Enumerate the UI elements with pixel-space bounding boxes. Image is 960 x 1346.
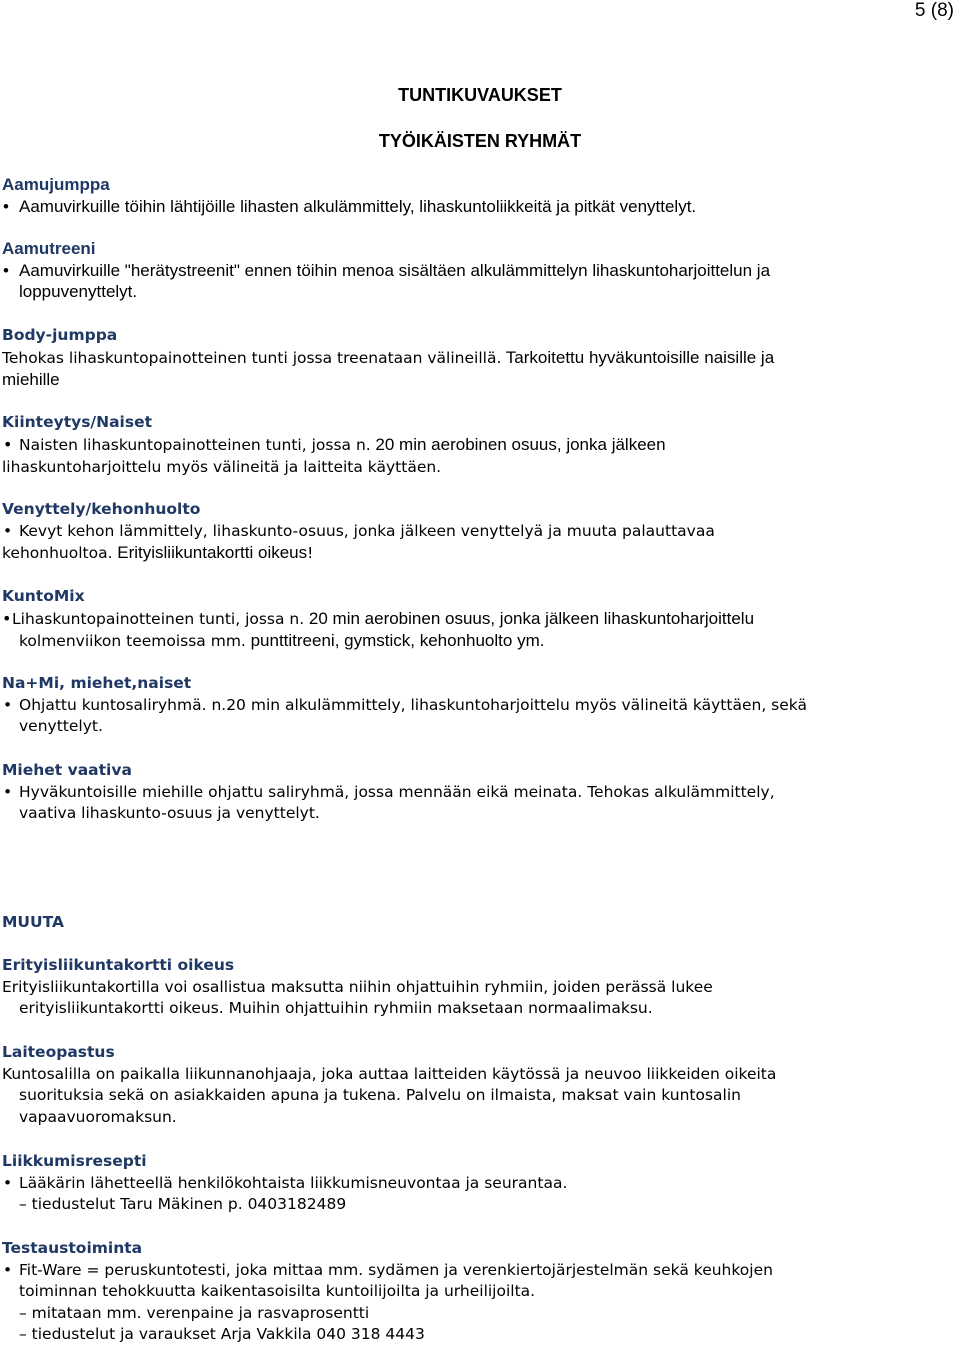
- section-liikkumisresepti: [2, 1151, 957, 1216]
- list-subitem: – tiedustelut ja varaukset Arja Vakkila 040 318 4443: [19, 1325, 425, 1343]
- list-item: • Naisten lihaskuntopainotteinen tunti, jossa n. 20 min aerobinen osuus, jonka jälkeen: [2, 434, 957, 457]
- section-laiteopastus: [2, 1042, 957, 1128]
- list-item-continued: loppuvenyttelyt.: [19, 282, 138, 301]
- section-heading: Erityisliikuntakortti oikeus: [2, 956, 235, 974]
- list-subitem: – tiedustelut Taru Mäkinen p. 0403182489: [19, 1195, 347, 1213]
- page-title: TUNTIKUVAUKSET: [398, 85, 562, 105]
- list-item-continued: kehonhuoltoa. Erityisliikuntakortti oikeus!: [2, 543, 314, 562]
- section-muuta: [2, 912, 957, 934]
- section-aamutreeni: [2, 238, 957, 303]
- section-testaustoiminta: [2, 1238, 957, 1346]
- section-heading: Testaustoiminta: [2, 1239, 143, 1257]
- section-bodyjumppa: [2, 325, 957, 391]
- section-heading: Laiteopastus: [2, 1043, 115, 1061]
- list-item: • Ohjattu kuntosaliryhmä. n.20 min alkulämmittely, lihaskuntoharjoittelu myös välineitä käyttäen, sekä: [2, 695, 957, 717]
- paragraph-line: vapaavuoromaksun.: [19, 1107, 177, 1126]
- section-heading: Aamujumppa: [2, 175, 110, 194]
- section-heading: Aamutreeni: [2, 239, 96, 258]
- section-heading: Miehet vaativa: [2, 761, 132, 779]
- list-item: • Aamuvirkuille töihin lähtijöille lihasten alkulämmittely, lihaskuntoliikkeitä ja pitkät venyttelyt.: [2, 196, 957, 218]
- list-item: • Lääkärin lähetteellä henkilökohtaista liikkumisneuvontaa ja seurantaa.: [2, 1173, 957, 1195]
- list-item-continued: kolmenviikon teemoissa mm. punttitreeni, gymstick, kehonhuolto ym.: [19, 631, 545, 650]
- section-erityisliikuntakortti: [2, 955, 957, 1020]
- section-heading: Na+Mi, miehet,naiset: [2, 674, 192, 692]
- page-subtitle: TYÖIKÄISTEN RYHMÄT: [378, 131, 582, 151]
- section-miehet-vaativa: [2, 760, 957, 825]
- section-heading: Kiinteytys/Naiset: [2, 413, 152, 431]
- paragraph-line: Erityisliikuntakortilla voi osallistua maksutta niihin ohjattuihin ryhmiin, joiden perässä lukee: [2, 977, 713, 996]
- paragraph-line: suorituksia sekä on asiakkaiden apuna ja tukena. Palvelu on ilmaista, maksat vain kuntosalin: [19, 1086, 741, 1104]
- list-item: • Kevyt kehon lämmittely, lihaskunto-osuus, jonka jälkeen venyttelyä ja muuta palauttavaa: [2, 521, 957, 543]
- section-kiinteytys: [2, 412, 957, 479]
- list-item: • Aamuvirkuille "herätystreenit" ennen töihin menoa sisältäen alkulämmittelyn lihaskuntoharjoittelun ja: [2, 260, 957, 282]
- paragraph-line: erityisliikuntakortti oikeus. Muihin ohjattuihin ryhmiin maksetaan normaalimaksu.: [19, 999, 653, 1017]
- section-heading: Venyttely/kehonhuolto: [2, 500, 201, 518]
- section-heading: KuntoMix: [2, 587, 85, 605]
- section-heading: MUUTA: [2, 913, 64, 931]
- list-item-continued: vaativa lihaskunto-osuus ja venyttelyt.: [19, 804, 320, 822]
- list-item: • Hyväkuntoisille miehille ohjattu saliryhmä, jossa mennään eikä meinata. Tehokas alkulämmittely,: [2, 782, 957, 804]
- list-item: • Fit-Ware = peruskuntotesti, joka mittaa mm. sydämen ja verenkiertojärjestelmän sekä keuhkojen: [2, 1260, 957, 1282]
- page-number: 5 (8): [914, 0, 954, 21]
- list-item-continued: lihaskuntoharjoittelu myös välineitä ja laitteita käyttäen.: [2, 457, 441, 476]
- section-venyttely: [2, 499, 957, 565]
- section-text: Tehokas lihaskuntopainotteinen tunti jossa treenataan välineillä. Tarkoitettu hyväkuntoisille naisille ja: [2, 347, 775, 367]
- section-text-continued: miehille: [2, 370, 60, 389]
- list-subitem: – mitataan mm. verenpaine ja rasvaprosentti: [19, 1303, 370, 1322]
- list-item-continued: toiminnan tehokkuutta kaikentasoisilta kuntoilijoilta ja urheilijoilta.: [19, 1282, 536, 1300]
- section-heading: Liikkumisresepti: [2, 1152, 147, 1170]
- section-heading: Body-jumppa: [2, 326, 118, 344]
- section-kuntomix: [2, 586, 957, 653]
- list-item-continued: venyttelyt.: [19, 717, 103, 735]
- section-aamujumppa: [2, 174, 957, 217]
- paragraph-line: Kuntosalilla on paikalla liikunnanohjaaja, joka auttaa laitteiden käytössä ja neuvoo liikkeiden oikeita: [2, 1064, 777, 1083]
- section-nami: [2, 673, 957, 738]
- list-item: • Lihaskuntopainotteinen tunti, jossa n. 20 min aerobinen osuus, jonka jälkeen lihaskuntoharjoittelu: [2, 608, 957, 631]
